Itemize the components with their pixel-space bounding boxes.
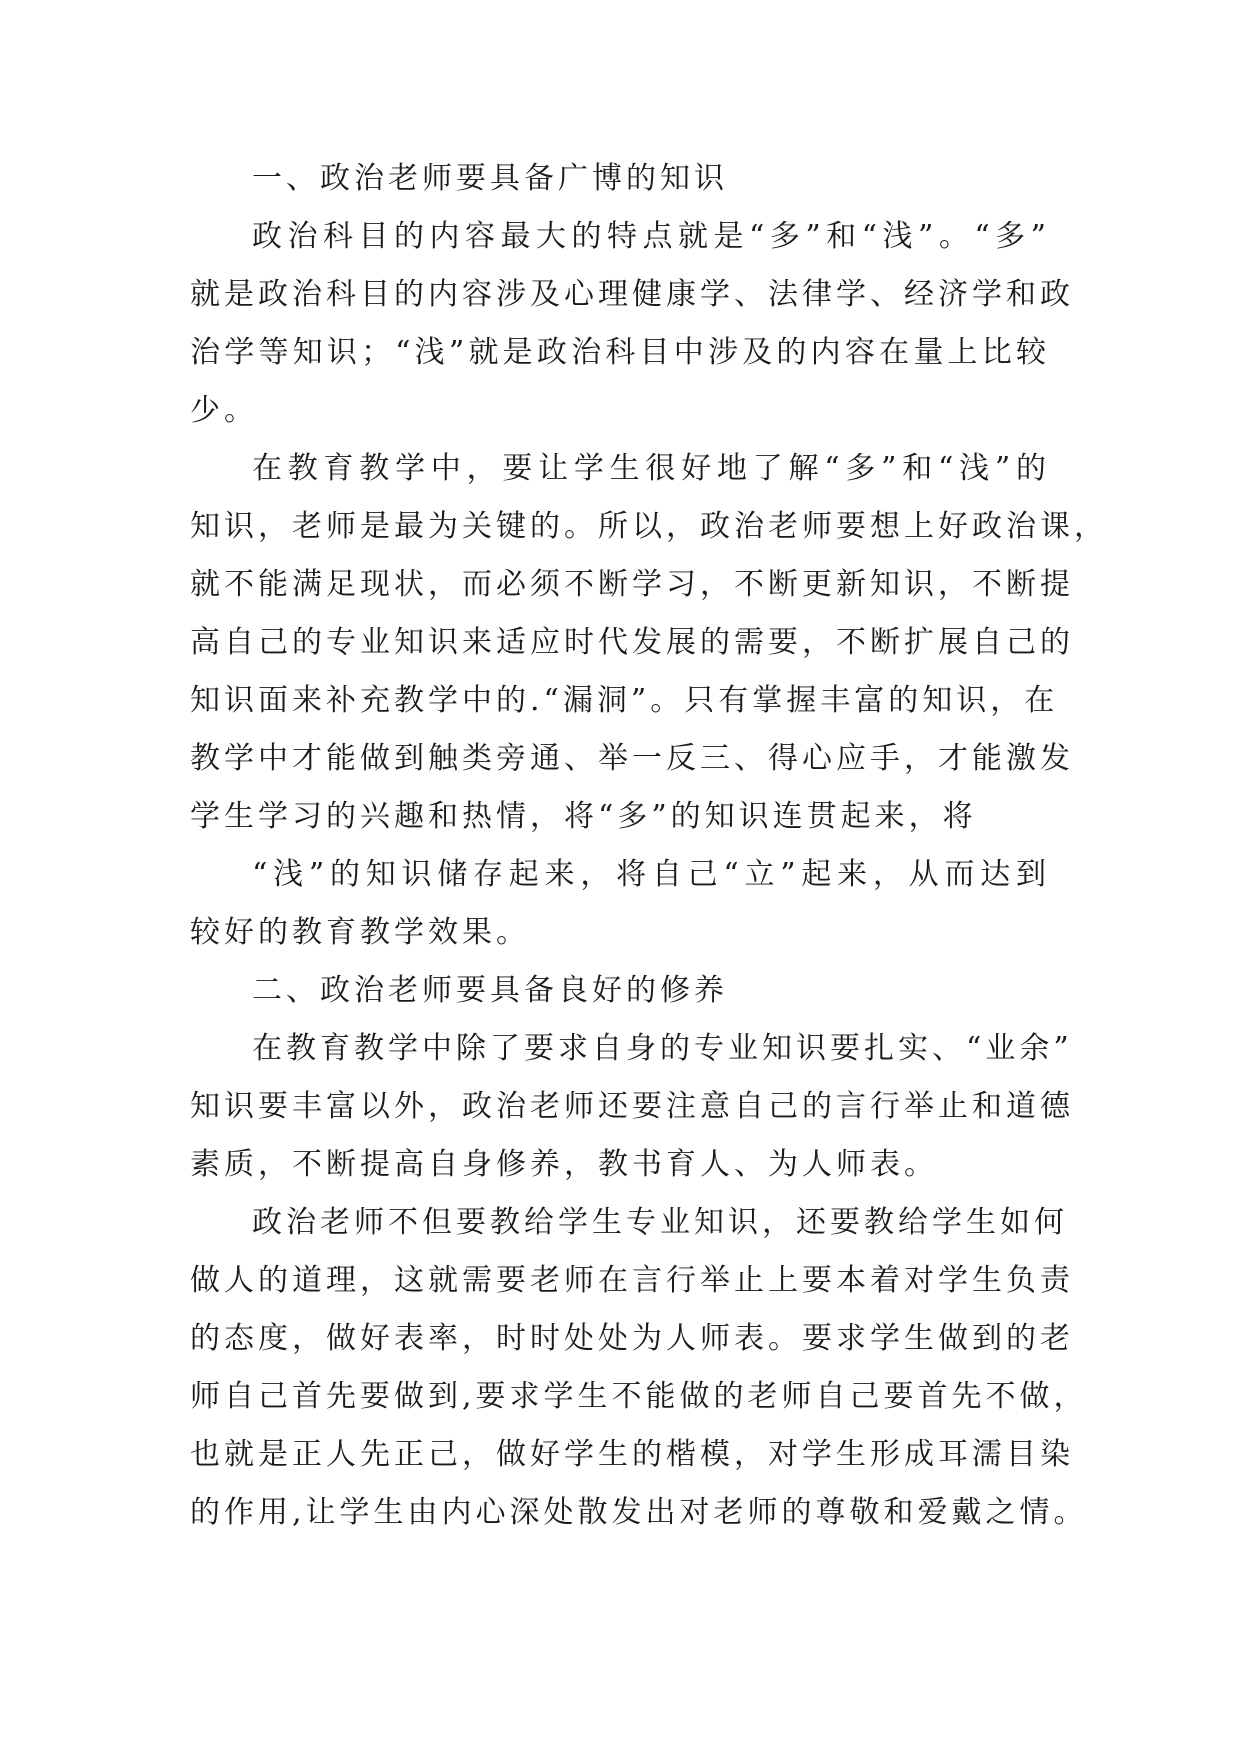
section1-paragraph-2 xyxy=(190,440,1108,846)
section2-heading: 二、政治老师要具备良好的修养 xyxy=(252,973,728,1008)
text-line: 的态度，做好表率，时时处处为人师表。要求学生做到的老 xyxy=(190,1321,1074,1356)
text-line: 就不能满足现状，而必须不断学习，不断更新知识，不断提 xyxy=(190,567,1074,602)
section1-heading: 一、政治老师要具备广博的知识 xyxy=(252,161,728,196)
section2-paragraph-2 xyxy=(190,1194,1088,1542)
text-line: 的作用,让学生由内心深处散发出对老师的尊敬和爱戴之情。 xyxy=(190,1495,1088,1530)
section1-paragraph-3 xyxy=(190,846,1050,962)
text-line: 学生学习的兴趣和热情，将“多”的知识连贯起来，将 xyxy=(190,799,977,834)
text-line: 就是政治科目的内容涉及心理健康学、法律学、经济学和政 xyxy=(190,277,1074,312)
text-line: 素质，不断提高自身修养，教书育人、为人师表。 xyxy=(190,1147,938,1182)
text-line: 做人的道理，这就需要老师在言行举止上要本着对学生负责 xyxy=(190,1263,1074,1298)
document-page xyxy=(190,150,1108,1542)
text-line: 较好的教育教学效果。 xyxy=(190,915,530,950)
text-line: “浅”的知识储存起来，将自己“立”起来，从而达到 xyxy=(252,857,1050,892)
text-line: 知识面来补充教学中的.“漏洞”。只有掌握丰富的知识，在 xyxy=(190,683,1059,718)
text-line: 教学中才能做到触类旁通、举一反三、得心应手，才能激发 xyxy=(190,741,1074,776)
section1-paragraph-1 xyxy=(190,208,1074,440)
text-line: 少。 xyxy=(190,393,258,428)
text-line: 知识要丰富以外，政治老师还要注意自己的言行举止和道德 xyxy=(190,1089,1074,1124)
text-line: 高自己的专业知识来适应时代发展的需要，不断扩展自己的 xyxy=(190,625,1074,660)
text-line: 在教育教学中，要让学生很好地了解“多”和“浅”的 xyxy=(252,451,1050,486)
text-line: 在教育教学中除了要求自身的专业知识要扎实、“业余” xyxy=(252,1031,1073,1066)
text-line: 知识，老师是最为关键的。所以，政治老师要想上好政治课， xyxy=(190,509,1108,544)
text-line: 治学等知识；“浅”就是政治科目中涉及的内容在量上比较 xyxy=(190,335,1050,370)
section2-paragraph-1 xyxy=(190,1020,1074,1194)
text-line: 政治老师不但要教给学生专业知识，还要教给学生如何 xyxy=(252,1205,1068,1240)
text-line: 政治科目的内容最大的特点就是“多”和“浅”。“多” xyxy=(252,219,1050,254)
text-line: 师自己首先要做到,要求学生不能做的老师自己要首先不做， xyxy=(190,1379,1088,1414)
text-line: 也就是正人先正己，做好学生的楷模，对学生形成耳濡目染 xyxy=(190,1437,1074,1472)
